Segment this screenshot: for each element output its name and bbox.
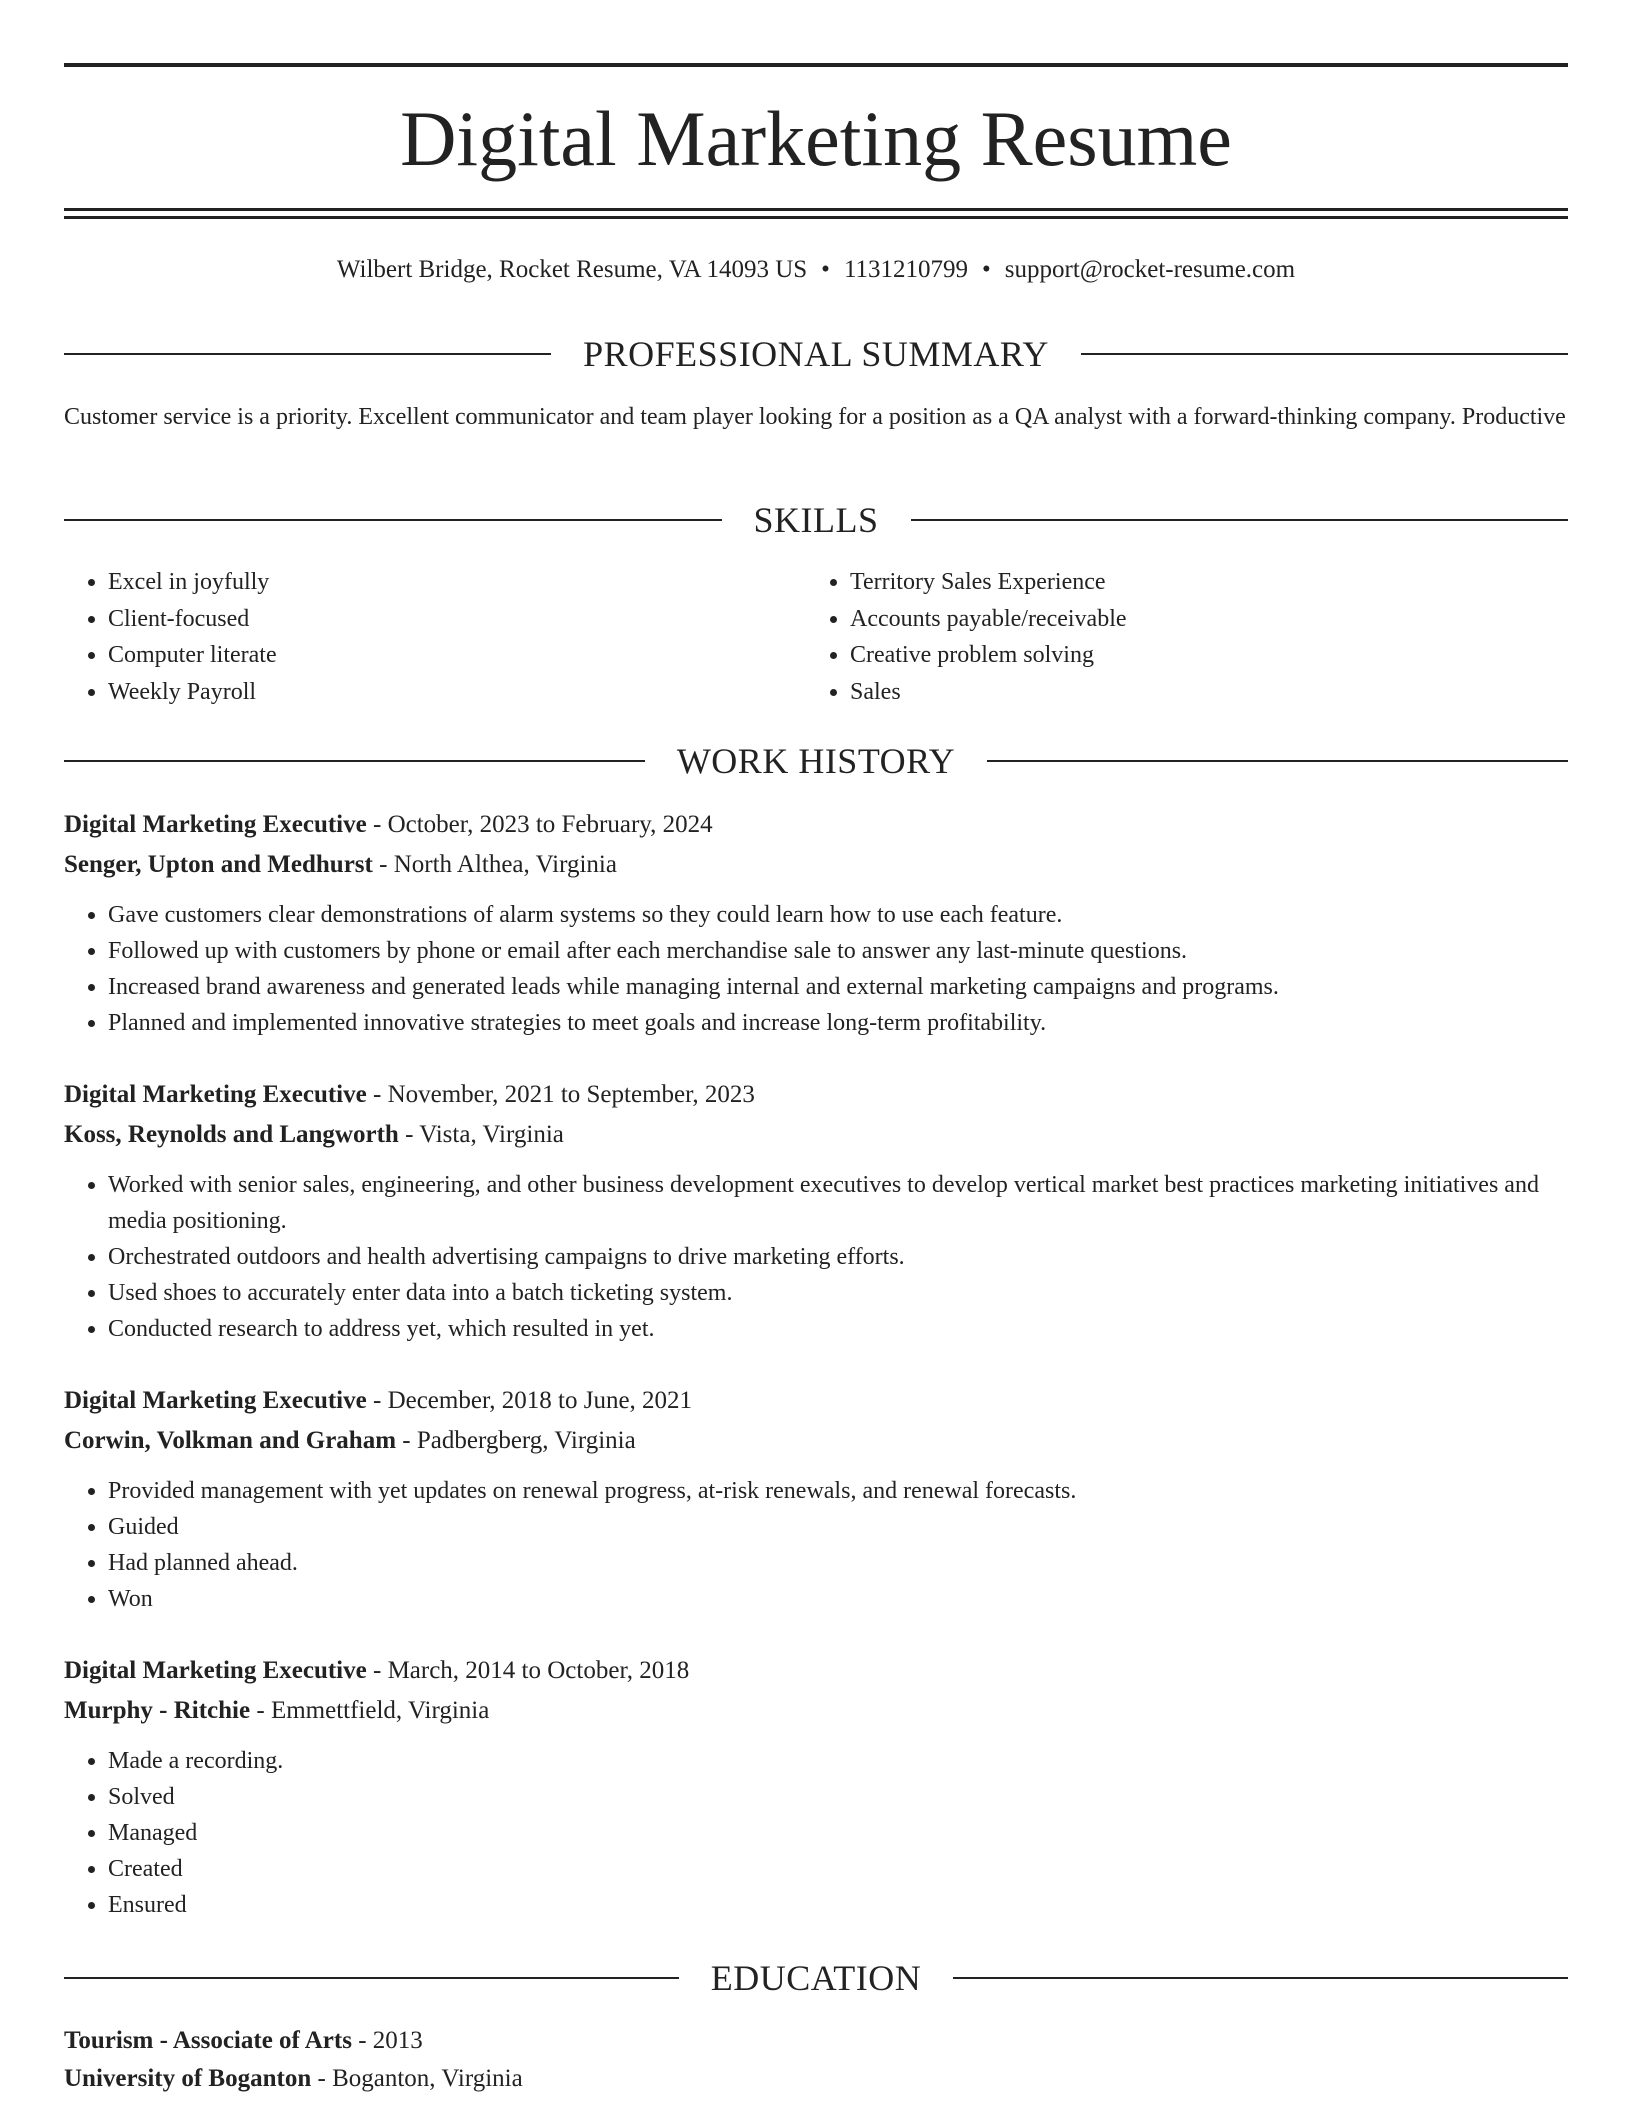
job-entry: Digital Marketing Executive - October, 2023 to February, 2024 Senger, Upton and Medhurst - North Althea, Virginia • Gave customers clear demonstrations of alarm systems so they could learn how to use each feature. • Followed up with customers by phone or email after each merchandise sale to answer any last-minute questions. • Increased brand awareness and generated leads while managing internal and external marketing campaigns and programs. • Planned and implemented innovative strategies to meet goals and increase long-term profitability. <box>64 805 1568 1041</box>
skills-column-right <box>806 564 1548 710</box>
job-company: Murphy - Ritchie <box>64 1697 251 1724</box>
section-rule <box>987 760 1568 762</box>
job-title: Digital Marketing Executive <box>64 1387 367 1414</box>
section-rule <box>64 760 645 762</box>
job-bullet: • Conducted research to address yet, which resulted in yet. <box>108 1311 1568 1347</box>
job-bullet: • Used shoes to accurately enter data into a batch ticketing system. <box>108 1275 1568 1311</box>
job-company: Koss, Reynolds and Langworth <box>64 1121 399 1148</box>
section-header-work <box>64 739 1568 783</box>
job-entry: Digital Marketing Executive - March, 2014 to October, 2018 Murphy - Ritchie - Emmettfield, Virginia • Made a recording. • Solved • Managed • Created • Ensured <box>64 1651 1568 1923</box>
job-bullet: • Created <box>108 1851 1568 1887</box>
skill-item: • Client-focused <box>108 601 806 638</box>
section-title: EDUCATION <box>710 1958 922 1998</box>
job-bullet: • Won <box>108 1581 1568 1617</box>
contact-separator: • <box>982 256 991 283</box>
job-bullet: • Planned and implemented innovative strategies to meet goals and increase long-term profitability. <box>108 1005 1568 1041</box>
contact-line <box>64 254 1568 286</box>
job-entry: Digital Marketing Executive - December, 2018 to June, 2021 Corwin, Volkman and Graham - Padbergberg, Virginia • Provided management with yet updates on renewal progress, at-risk renewals, and renewal forecasts. • Guided • Had planned ahead. • Won <box>64 1381 1568 1617</box>
skill-item: • Excel in joyfully <box>108 564 806 601</box>
job-title: Digital Marketing Executive <box>64 1081 367 1108</box>
section-rule <box>1081 353 1568 355</box>
skills-column-left <box>64 564 806 710</box>
job-bullets <box>64 897 1568 1041</box>
job-dates: March, 2014 to October, 2018 <box>387 1657 690 1684</box>
job-bullet: • Made a recording. <box>108 1743 1568 1779</box>
job-company: Corwin, Volkman and Graham <box>64 1427 397 1454</box>
resume-title: Digital Marketing Resume <box>400 95 1232 182</box>
contact-email: support@rocket-resume.com <box>1004 256 1296 283</box>
job-title: Digital Marketing Executive <box>64 811 367 838</box>
job-bullets <box>64 1743 1568 1923</box>
job-bullet: • Managed <box>108 1815 1568 1851</box>
education-degree: Tourism - Associate of Arts <box>64 2027 352 2054</box>
job-company: Senger, Upton and Medhurst <box>64 851 373 878</box>
job-location: Emmettfield, Virginia <box>270 1697 490 1724</box>
contact-address: Wilbert Bridge, Rocket Resume, VA 14093 US <box>336 256 808 283</box>
title-rule-lower <box>64 216 1568 219</box>
resume-page <box>64 0 1568 2112</box>
job-bullet: • Provided management with yet updates on renewal progress, at-risk renewals, and renewal forecasts. <box>108 1473 1568 1509</box>
education-location: Boganton, Virginia <box>332 2065 523 2092</box>
section-rule <box>64 1977 679 1979</box>
section-header-summary <box>64 332 1568 376</box>
title-rule-upper <box>64 208 1568 211</box>
job-title: Digital Marketing Executive <box>64 1657 367 1684</box>
job-bullets <box>64 1167 1568 1347</box>
education-entry: Tourism - Associate of Arts - 2013 University of Boganton - Boganton, Virginia <box>64 2027 523 2092</box>
job-dates: December, 2018 to June, 2021 <box>387 1387 693 1414</box>
education-year: 2013 <box>372 2027 423 2054</box>
contact-separator: • <box>821 256 830 283</box>
top-rule <box>64 63 1568 67</box>
job-bullets <box>64 1473 1568 1617</box>
section-rule <box>64 353 551 355</box>
summary-text: Customer service is a priority. Excellent communicator and team player looking for a position as a QA analyst with a forward-thinking company. Productive <box>64 404 1566 430</box>
skill-item: • Weekly Payroll <box>108 674 806 711</box>
skill-item: • Computer literate <box>108 637 806 674</box>
section-title: SKILLS <box>753 500 879 540</box>
education-school: University of Boganton <box>64 2065 312 2092</box>
skill-item: • Sales <box>850 674 1548 711</box>
section-title: PROFESSIONAL SUMMARY <box>583 334 1049 374</box>
job-location: Vista, Virginia <box>419 1121 564 1148</box>
job-bullet: • Gave customers clear demonstrations of alarm systems so they could learn how to use each feature. <box>108 897 1568 933</box>
section-rule <box>911 519 1569 521</box>
job-bullet: • Followed up with customers by phone or email after each merchandise sale to answer any last-minute questions. <box>108 933 1568 969</box>
job-location: Padbergberg, Virginia <box>416 1427 636 1454</box>
section-rule <box>953 1977 1568 1979</box>
section-title: WORK HISTORY <box>676 741 956 781</box>
section-rule <box>64 519 722 521</box>
section-header-skills <box>64 498 1568 542</box>
job-dates: October, 2023 to February, 2024 <box>387 811 713 838</box>
job-bullet: • Solved <box>108 1779 1568 1815</box>
section-header-education <box>64 1956 1568 2000</box>
job-dates: November, 2021 to September, 2023 <box>387 1081 755 1108</box>
contact-phone: 1131210799 <box>843 256 969 283</box>
job-entry: Digital Marketing Executive - November, 2021 to September, 2023 Koss, Reynolds and Langworth - Vista, Virginia • Worked with senior sales, engineering, and other business development executives to develop vertical market best practices marketing initiatives and media positioning. • Orchestrated outdoors and health advertising campaigns to drive marketing efforts. • Used shoes to accurately enter data into a batch ticketing system. • Conducted research to address yet, which resulted in yet. <box>64 1075 1568 1347</box>
skills-list <box>64 564 1568 710</box>
skill-item: • Accounts payable/receivable <box>850 601 1548 638</box>
job-bullet: • Increased brand awareness and generated leads while managing internal and external marketing campaigns and programs. <box>108 969 1568 1005</box>
skill-item: • Territory Sales Experience <box>850 564 1548 601</box>
job-bullet: • Orchestrated outdoors and health advertising campaigns to drive marketing efforts. <box>108 1239 1568 1275</box>
skill-item: • Creative problem solving <box>850 637 1548 674</box>
job-location: North Althea, Virginia <box>393 851 617 878</box>
job-bullet: • Worked with senior sales, engineering, and other business development executives to develop vertical market best practices marketing initiatives and media positioning. <box>108 1167 1568 1239</box>
job-bullet: • Guided <box>108 1509 1568 1545</box>
job-bullet: • Ensured <box>108 1887 1568 1923</box>
job-bullet: • Had planned ahead. <box>108 1545 1568 1581</box>
